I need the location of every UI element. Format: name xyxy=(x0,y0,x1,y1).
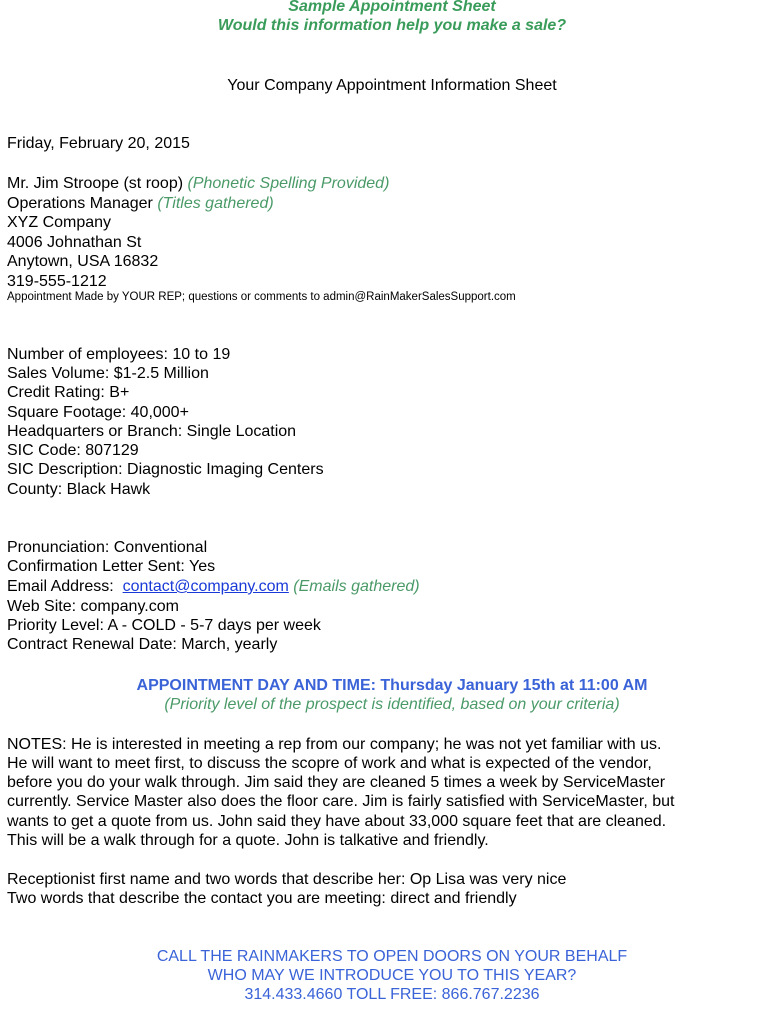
info-sales-volume: Sales Volume: $1-2.5 Million xyxy=(7,365,209,382)
email-line xyxy=(7,577,420,596)
notes-line-3: before you do your walk through. Jim said they are cleaned 5 times a week by ServiceMaster xyxy=(7,774,666,791)
info-credit-rating: Credit Rating: B+ xyxy=(7,384,130,401)
company-name: XYZ Company xyxy=(7,214,112,231)
title-note: (Titles gathered) xyxy=(157,195,274,212)
priority-level: Priority Level: A - COLD - 5-7 days per week xyxy=(7,617,321,634)
footer-line-1: CALL THE RAINMAKERS TO OPEN DOORS ON YOUR BEHALF xyxy=(156,948,628,965)
email-link[interactable]: contact@company.com xyxy=(122,578,289,595)
website: Web Site: company.com xyxy=(7,598,179,615)
notes-line-5: wants to get a quote from us. John said they have about 33,000 square feet that are cleaned. xyxy=(7,813,667,830)
street-address: 4006 Johnathan St xyxy=(7,234,142,251)
info-square-footage: Square Footage: 40,000+ xyxy=(7,404,189,421)
header-subtitle: Would this information help you make a sale? xyxy=(217,17,567,34)
pronunciation: Pronunciation: Conventional xyxy=(7,539,208,556)
appointment-heading: APPOINTMENT DAY AND TIME: Thursday January 15th at 11:00 AM xyxy=(136,677,648,694)
city-address: Anytown, USA 16832 xyxy=(7,253,159,270)
email-note: (Emails gathered) xyxy=(293,578,420,595)
contact-title-line xyxy=(7,194,274,213)
info-sic-code: SIC Code: 807129 xyxy=(7,442,139,459)
email-label: Email Address: xyxy=(7,578,123,595)
contact-name: Mr. Jim Stroope (st roop) xyxy=(7,175,184,192)
date: Friday, February 20, 2015 xyxy=(7,135,190,152)
phone-number: 319-555-1212 xyxy=(7,273,107,290)
info-sic-description: SIC Description: Diagnostic Imaging Centers xyxy=(7,461,324,478)
footer-line-2: WHO MAY WE INTRODUCE YOU TO THIS YEAR? xyxy=(207,967,577,984)
receptionist-line: Receptionist first name and two words that describe her: Op Lisa was very nice xyxy=(7,871,567,888)
confirmation-letter: Confirmation Letter Sent: Yes xyxy=(7,558,216,575)
notes-line-1: NOTES: He is interested in meeting a rep from our company; he was not yet familiar with us. xyxy=(7,736,662,753)
header-title: Sample Appointment Sheet xyxy=(288,0,496,15)
appointment-made-by: Appointment Made by YOUR REP; questions or comments to admin@RainMakerSalesSupport.com xyxy=(7,291,516,303)
name-note: (Phonetic Spelling Provided) xyxy=(187,175,390,192)
contact-words-line: Two words that describe the contact you are meeting: direct and friendly xyxy=(7,890,517,907)
document-title: Your Company Appointment Information Sheet xyxy=(227,77,557,94)
footer-phone: 314.433.4660 TOLL FREE: 866.767.2236 xyxy=(244,986,540,1003)
info-county: County: Black Hawk xyxy=(7,481,151,498)
notes-line-2: He will want to meet first, to discuss the scopre of work and what is expected of the vendor, xyxy=(7,755,652,772)
contact-name-line xyxy=(7,174,389,193)
info-employees: Number of employees: 10 to 19 xyxy=(7,346,231,363)
notes-line-4: currently. Service Master also does the floor care. Jim is fairly satisfied with ServiceMaster, but xyxy=(7,793,675,810)
contract-renewal: Contract Renewal Date: March, yearly xyxy=(7,636,278,653)
notes-line-6: This will be a walk through for a quote. John is talkative and friendly. xyxy=(7,832,489,849)
contact-title: Operations Manager xyxy=(7,195,153,212)
appointment-note: (Priority level of the prospect is identified, based on your criteria) xyxy=(164,696,620,713)
info-headquarters: Headquarters or Branch: Single Location xyxy=(7,423,297,440)
